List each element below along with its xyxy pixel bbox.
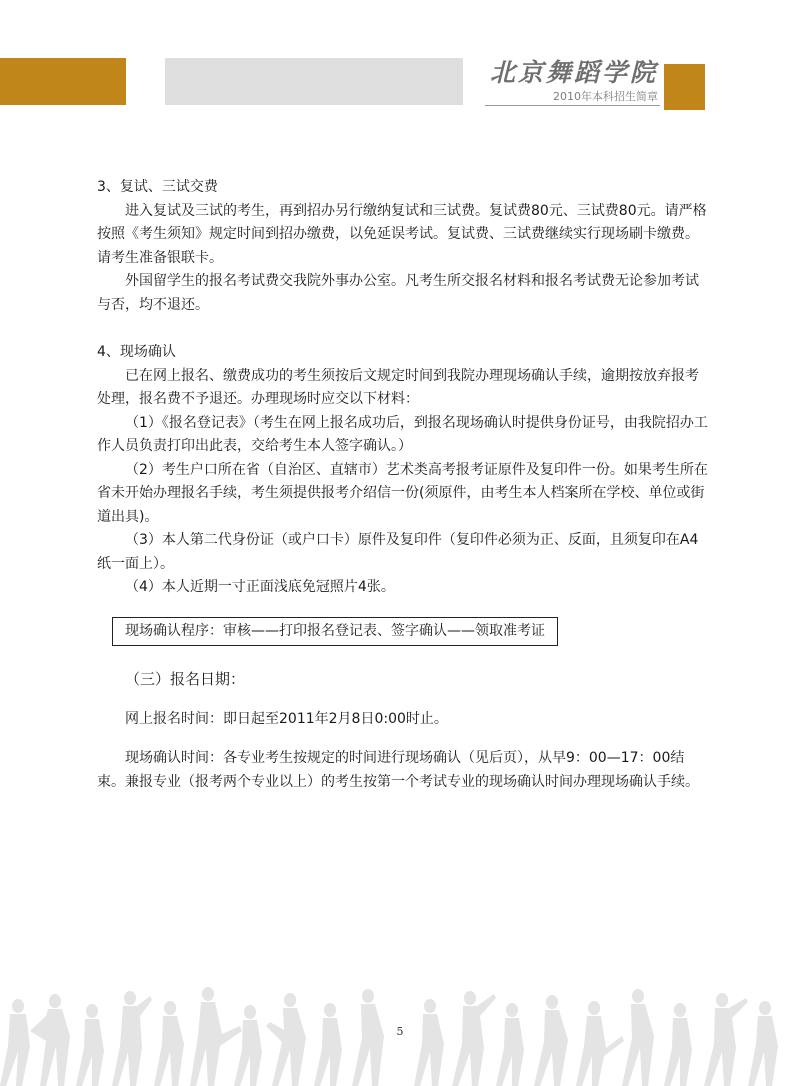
procedure-box: 现场确认程序：审核——打印报名登记表、签字确认——领取准考证 xyxy=(112,617,558,647)
section-3-title: 3、复试、三试交费 xyxy=(97,179,218,195)
header-gray-band xyxy=(165,58,463,105)
document-body xyxy=(97,176,709,794)
section-heading: （三）报名日期： xyxy=(125,670,246,688)
list-item: （3）本人第二代身份证（或户口卡）原件及复印件（复印件必须为正、反面，且须复印在A4纸一面上）。 xyxy=(97,532,699,572)
paragraph: 进入复试及三试的考生，再到招办另行缴纳复试和三试费。复试费80元、三试费80元。请严格按照《考生须知》规定时间到招办缴费，以免延误考试。复试费、三试费继续实行现场刷卡缴费。请考生准备银联卡。 xyxy=(97,202,707,266)
page-number: 5 xyxy=(396,1025,404,1038)
list-item: （1）《报名登记表》（考生在网上报名成功后，到报名现场确认时提供身份证号，由我院招办工作人员负责打印出此表，交给考生本人签字确认。） xyxy=(97,414,708,454)
header-right-block xyxy=(664,64,705,110)
paragraph: 现场确认时间：各专业考生按规定的时间进行现场确认（见后页），从早9：00—17：00结束。兼报专业（报考两个专业以上）的考生按第一个考试专业的现场确认时间办理现场确认手续。 xyxy=(97,750,699,790)
list-item: （2）考生户口所在省（自治区、直辖市）艺术类高考报考证原件及复印件一份。如果考生所在省未开始办理报名手续，考生须提供报考介绍信一份(须原件，由考生本人档案所在学校、单位或街道出具)。 xyxy=(97,461,708,525)
header-subtitle: 2010年本科招生简章 xyxy=(553,90,658,103)
section-4-title: 4、现场确认 xyxy=(97,344,176,360)
header-divider xyxy=(485,105,660,106)
list-item: （4）本人近期一寸正面浅底免冠照片4张。 xyxy=(125,579,395,595)
paragraph: 网上报名时间：即日起至2011年2月8日0:00时止。 xyxy=(125,710,448,727)
header-left-block xyxy=(0,58,126,105)
paragraph: 已在网上报名、缴费成功的考生须按后文规定时间到我院办理现场确认手续，逾期按放弃报考处理，报名费不予退还。办理现场时应交以下材料： xyxy=(97,367,699,407)
header-title: 北京舞蹈学院 xyxy=(489,58,658,87)
paragraph: 外国留学生的报名考试费交我院外事办公室。凡考生所交报名材料和报名考试费无论参加考试与否，均不退还。 xyxy=(97,273,699,313)
